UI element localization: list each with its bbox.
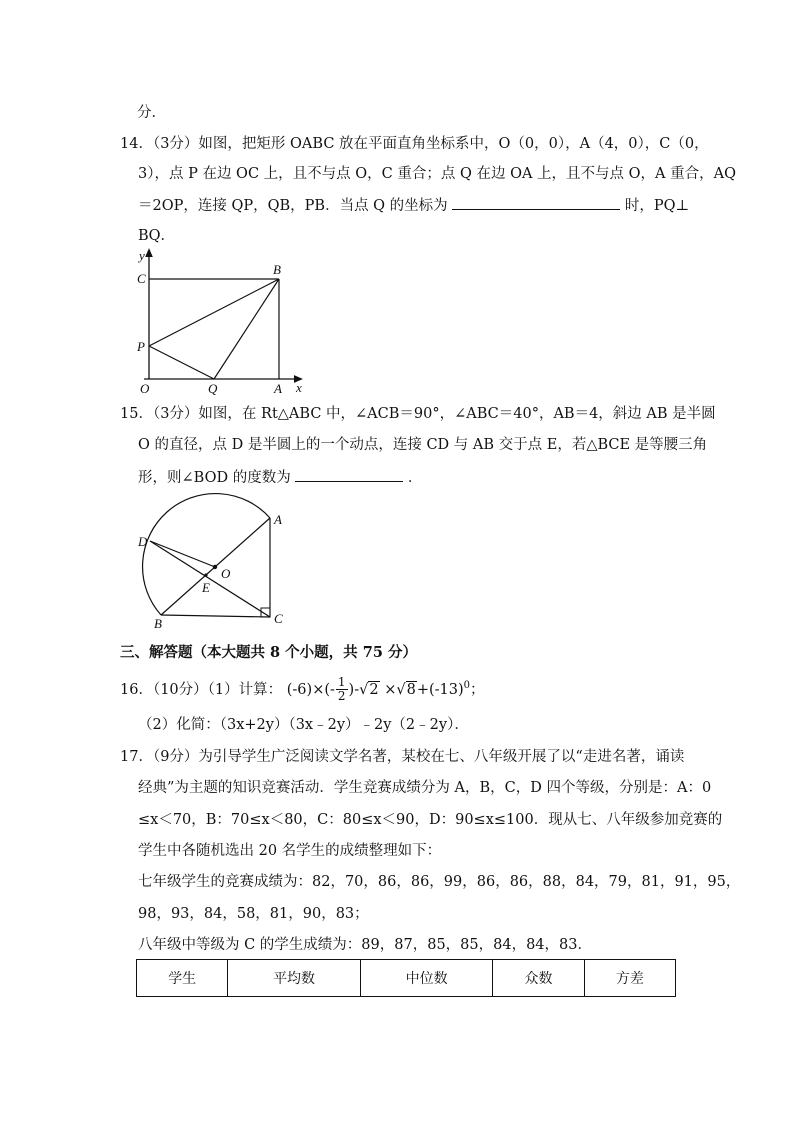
q14-label-a: A	[274, 381, 282, 396]
q14-label-x: x	[296, 380, 302, 395]
q15-line2: O 的直径，点 D 是半圆上的一个动点，连接 CD 与 AB 交于点 E，若△BCE 是等腰三角	[138, 437, 708, 453]
q15-center-dot	[213, 565, 217, 569]
q15-line3-post: ．	[407, 470, 423, 486]
q17-line3: ≤x＜70，B：70≤x＜80，C：80≤x＜90，D：90≤x≤100．现从七、八年级参加竞赛的	[138, 812, 723, 828]
q16-fraction	[336, 676, 348, 703]
q14-label-y: y	[139, 248, 145, 263]
q17-line7: 八年级中等级为 C 的学生成绩为：89，87，85，85，84，84，83．	[138, 937, 592, 953]
q14-segment-qb	[214, 279, 279, 379]
q15-label-e: E	[202, 580, 210, 595]
q15-segment-dc	[150, 541, 270, 617]
section-3-heading: 三、解答题（本大题共 8 个小题，共 75 分）	[120, 644, 417, 661]
table-header-row	[137, 960, 676, 997]
q17-line5: 七年级学生的竞赛成绩为：82，70，86，86，99，86，86，88，84，79，81，91，95，	[138, 874, 741, 890]
q16-sqrt-2: 2	[369, 681, 379, 698]
q15-label-o: O	[221, 566, 231, 581]
q16-part2: （2）化简：（3x+2y）（3x﹣2y）﹣2y（2﹣2y）．	[138, 717, 469, 733]
q17-score-table	[136, 959, 676, 997]
q17-line6: 98，93，84，58，81，90，83；	[138, 906, 369, 922]
q14-label-p: P	[137, 339, 145, 354]
q14-segment-pq	[149, 346, 214, 379]
table-header-cell: 学生	[137, 960, 228, 997]
q14-label-q: Q	[208, 381, 218, 396]
q17-line4: 学生中各随机选出 20 名学生的成绩整理如下：	[138, 843, 442, 859]
q16-sqrt-sign-2: √	[396, 681, 406, 698]
q15-line3	[138, 467, 422, 488]
q14-line1: 14．（3分）如图，把矩形 OABC 放在平面直角坐标系中，O（0，0），A（4，0），C（0，	[120, 136, 709, 152]
q16-frac-den: 2	[337, 689, 346, 704]
q14-label-c: C	[137, 271, 146, 286]
table-header-cell: 众数	[493, 960, 584, 997]
q16-expr-b: )-	[348, 681, 360, 698]
q17-line1: 17．（9分）为引导学生广泛阅读文学名著，某校在七、八年级开展了以“走进名著，诵读	[120, 749, 685, 765]
q16-part1-end: ；	[470, 681, 485, 698]
q14-line2: 3），点 P 在边 OC 上，且不与点 O，C 重合；点 Q 在边 OA 上，且不与点 O，A 重合，AQ	[138, 166, 736, 182]
q16-sqrt-8: 8	[406, 681, 416, 698]
q16-exponent: 0	[463, 680, 471, 691]
q16-times: ×	[384, 681, 397, 698]
q15-line3-pre: 形，则∠BOD 的度数为	[138, 470, 291, 486]
q15-semicircle	[143, 494, 270, 615]
q15-line1: 15．（3分）如图，在 Rt△ABC 中，∠ACB＝90°，∠ABC＝40°，AB＝4，斜边 AB 是半圆	[120, 406, 716, 422]
q15-label-c: C	[274, 611, 283, 626]
q14-segment-pb	[149, 279, 279, 346]
q15-label-d: D	[138, 534, 148, 549]
q14-line4: BQ．	[138, 228, 176, 244]
table-header-cell: 方差	[584, 960, 675, 997]
q14-label-b: B	[273, 262, 281, 277]
q15-label-b: B	[154, 616, 162, 631]
q16-part1	[120, 676, 485, 703]
q14-line3-pre: ＝2OP，连接 QP，QB，PB．当点 Q 的坐标为	[138, 198, 448, 214]
q15-label-a: A	[274, 512, 282, 527]
table-header-cell: 中位数	[360, 960, 493, 997]
q15-segment-do	[150, 541, 215, 567]
q14-answer-blank[interactable]	[452, 195, 620, 210]
q15-segment-bc	[161, 615, 270, 617]
q15-point-e	[204, 573, 207, 576]
q17-line2: 经典”为主题的知识竞赛活动．学生竞赛成绩分为 A，B，C，D 四个等级，分别是：A：0	[138, 780, 712, 796]
q14-figure	[132, 246, 312, 396]
prev-tail: 分．	[137, 105, 166, 121]
q14-label-o: O	[140, 381, 150, 396]
q15-figure	[136, 500, 296, 630]
q16-sqrt-sign: √	[359, 681, 369, 698]
table-header-cell: 平均数	[228, 960, 361, 997]
q16-part1-pre: 16．（10分）（1）计算：	[120, 681, 283, 698]
q16-expr-c: +(-13)	[416, 681, 464, 698]
q16-frac-num: 1	[337, 675, 346, 690]
q15-answer-blank[interactable]	[295, 467, 403, 482]
q14-line3	[138, 195, 689, 216]
q16-expr-a: (-6)×(-	[286, 681, 335, 698]
q14-line3-post: 时，PQ⊥	[624, 198, 690, 214]
